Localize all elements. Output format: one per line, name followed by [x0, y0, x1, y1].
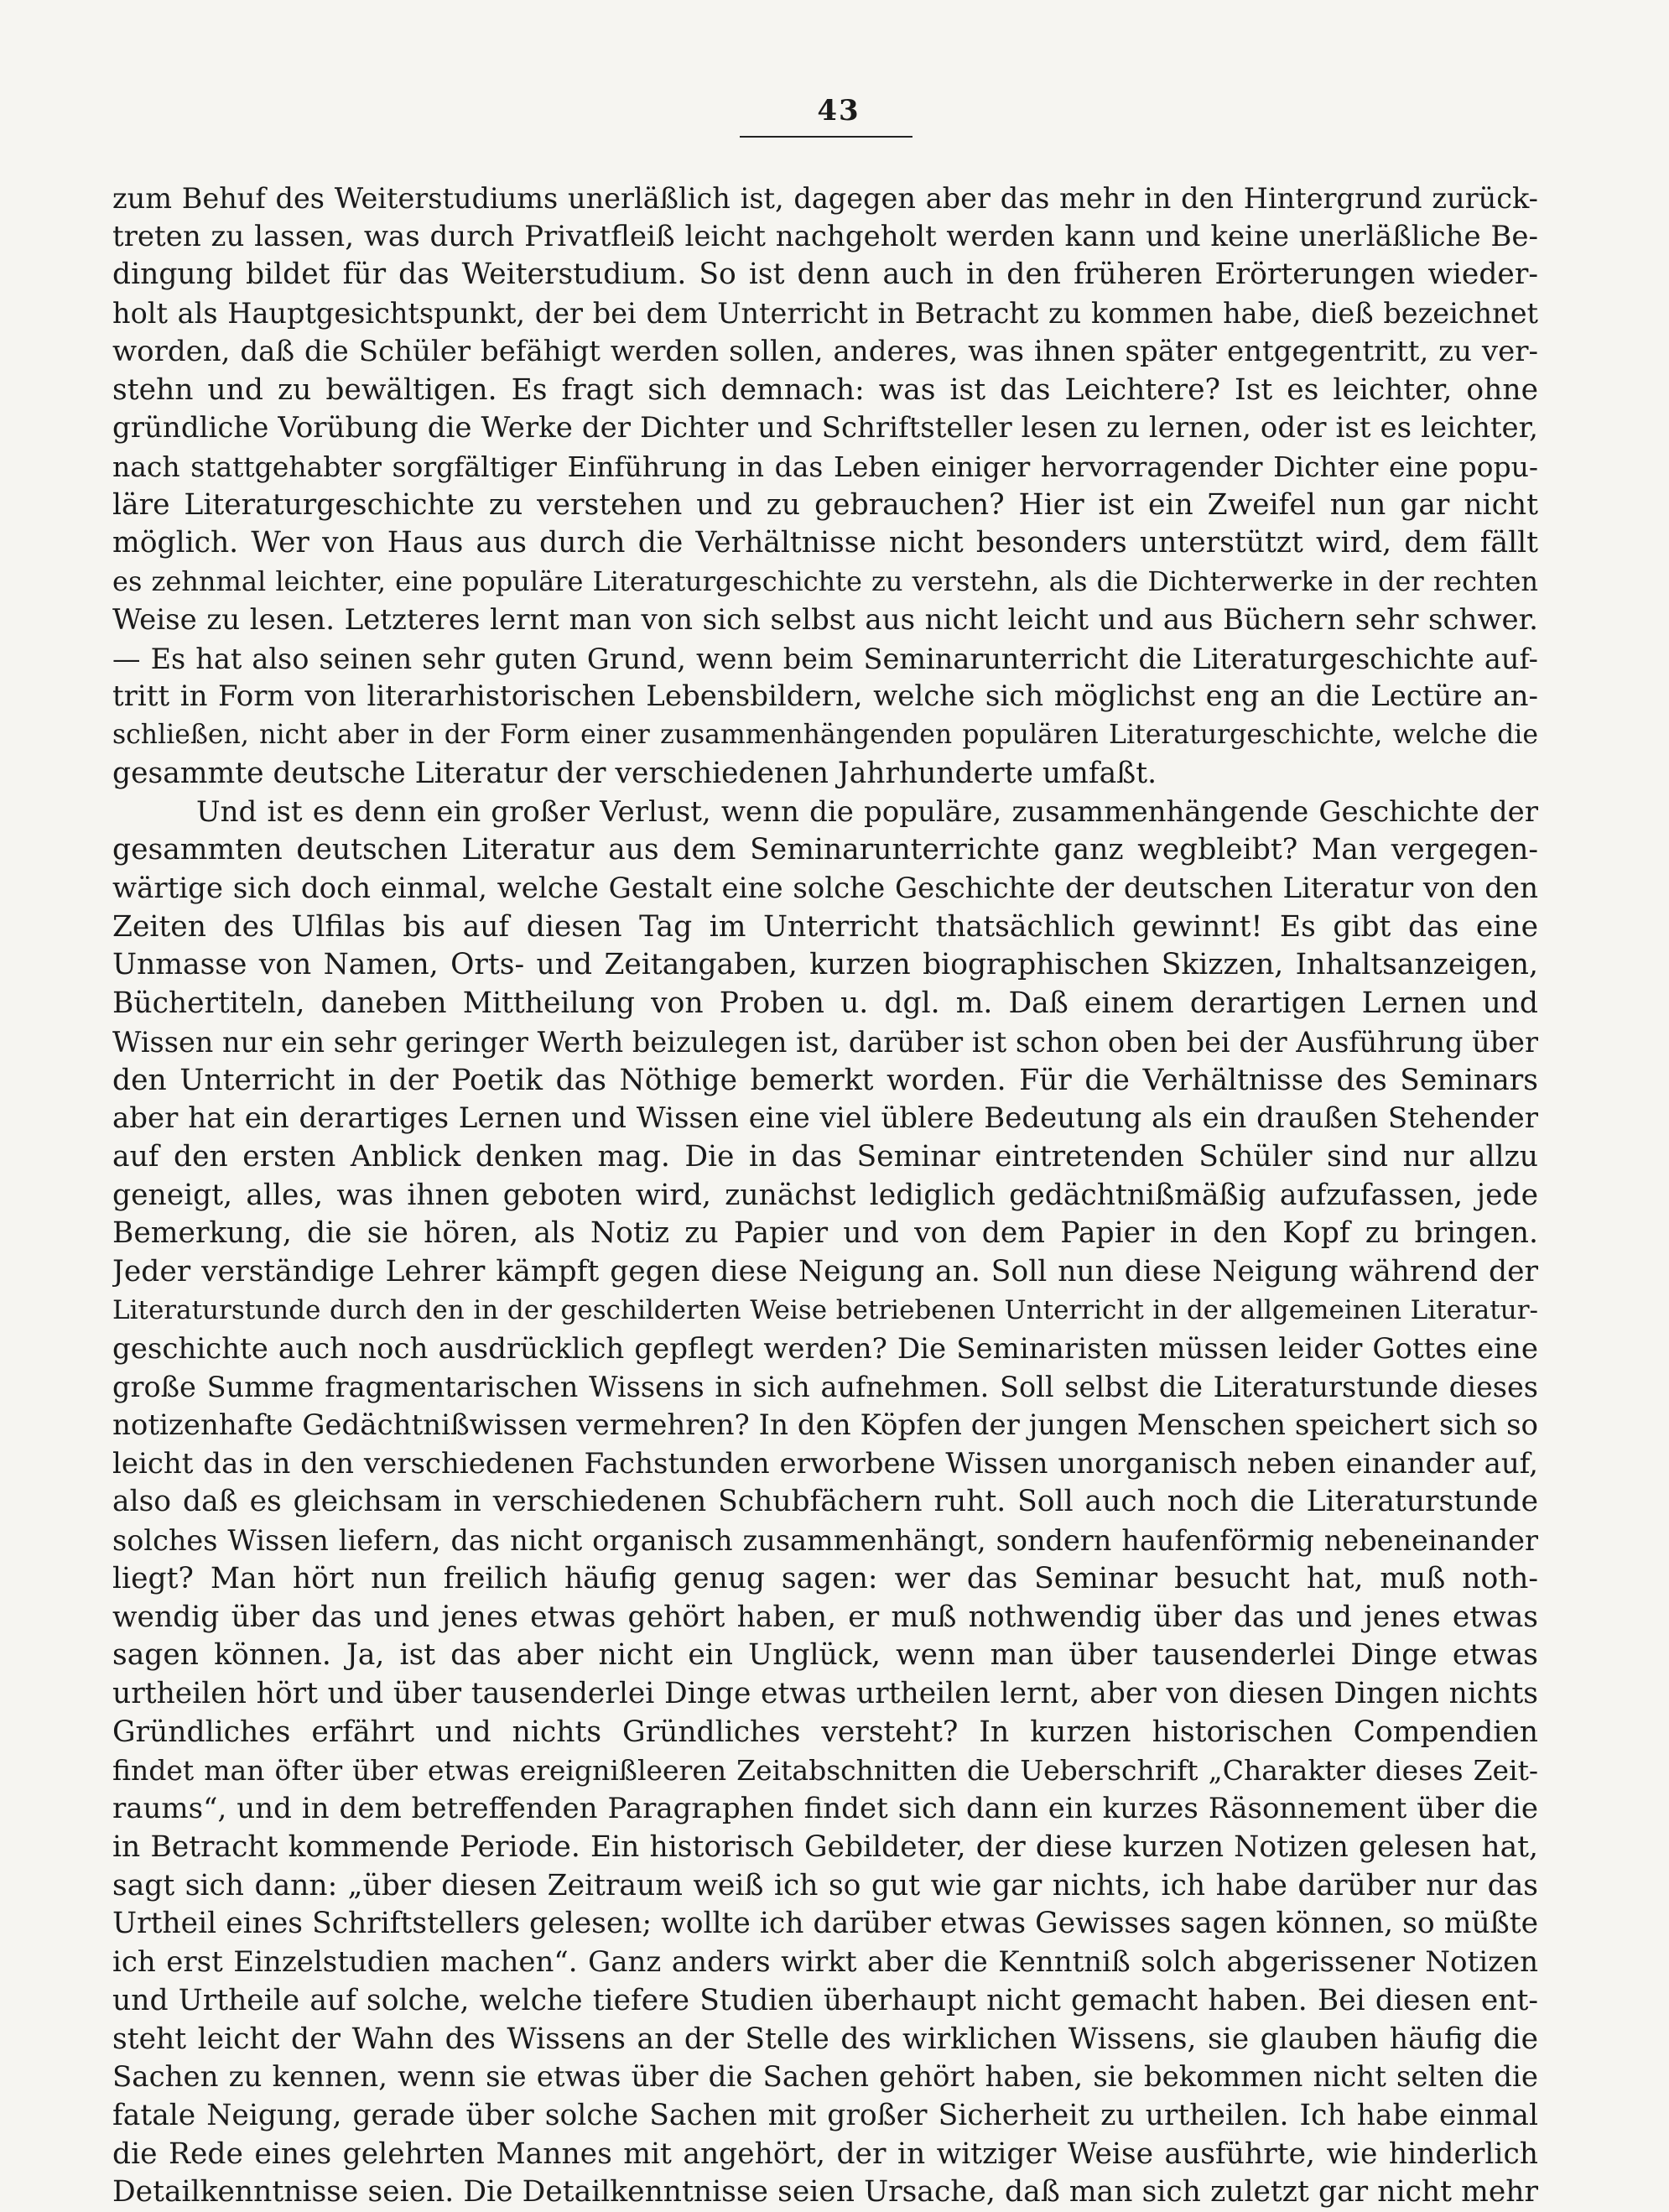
- text-line: wendig über das und jenes etwas gehört haben, er muß nothwendig über das und jenes etwas: [112, 1600, 1538, 1634]
- text-line: den Unterricht in der Poetik das Nöthige bemerkt worden. Für die Verhältnisse des Seminars: [112, 1063, 1538, 1097]
- text-line: gesammte deutsche Literatur der verschiedenen Jahrhunderte umfaßt.: [112, 756, 1157, 790]
- text-line: in Betracht kommende Periode. Ein historisch Gebildeter, der diese kurzen Notizen gelesen hat,: [112, 1829, 1538, 1864]
- text-line: geschichte auch noch ausdrücklich gepflegt werden? Die Seminaristen müssen leider Gottes eine: [112, 1331, 1538, 1366]
- page-header: [0, 94, 1669, 128]
- text-line: Zeiten des Ulfilas bis auf diesen Tag im Unterricht thatsächlich gewinnt! Es gibt das eine: [112, 909, 1538, 944]
- text-line: ich erst Einzelstudien machen“. Ganz anders wirkt aber die Kenntniß solch abgerissener Notizen: [112, 1945, 1538, 1980]
- text-line: gesammten deutschen Literatur aus dem Seminarunterrichte ganz wegbleibt? Man vergegen-: [112, 833, 1538, 867]
- text-line: läre Literaturgeschichte zu verstehen und zu gebrauchen? Hier ist ein Zweifel nun gar nicht: [112, 487, 1538, 522]
- text-line: solches Wissen liefern, das nicht organisch zusammenhängt, sondern haufenförmig nebeneinander: [112, 1524, 1538, 1558]
- text-line: Unmasse von Namen, Orts- und Zeitangaben, kurzen biographischen Skizzen, Inhaltsanzeigen,: [112, 948, 1538, 982]
- text-line: Büchertiteln, daneben Mittheilung von Proben u. dgl. m. Daß einem derartigen Lernen und: [112, 986, 1538, 1021]
- text-line: notizenhafte Gedächtnißwissen vermehren? In den Köpfen der jungen Menschen speichert sich so: [112, 1408, 1538, 1442]
- text-line: Detailkenntnisse seien. Die Detailkenntnisse seien Ursache, daß man sich zuletzt gar nicht mehr: [112, 2175, 1538, 2209]
- text-line: Bemerkung, die sie hören, als Notiz zu Papier und von dem Papier in den Kopf zu bringen.: [112, 1216, 1538, 1251]
- text-line: Und ist es denn ein großer Verlust, wenn die populäre, zusammenhängende Geschichte der: [196, 794, 1538, 829]
- text-line: auf den ersten Anblick denken mag. Die in das Seminar eintretenden Schüler sind nur allzu: [112, 1139, 1538, 1174]
- text-line: Jeder verständige Lehrer kämpft gegen diese Neigung an. Soll nun diese Neigung während der: [112, 1255, 1538, 1289]
- text-line: große Summe fragmentarischen Wissens in sich aufnehmen. Soll selbst die Literaturstunde dieses: [112, 1371, 1538, 1404]
- text-line: holt als Hauptgesichtspunkt, der bei dem Unterricht in Betracht zu kommen habe, dieß bezeichnet: [112, 297, 1538, 330]
- text-line: Literaturstunde durch den in der geschilderten Weise betriebenen Unterricht in der allgemeinen Literatur-: [112, 1294, 1538, 1325]
- text-line: raums“, und in dem betreffenden Paragraphen findet sich dann ein kurzes Räsonnement über die: [112, 1792, 1538, 1826]
- text-line: dingung bildet für das Weiterstudium. So ist denn auch in den früheren Erörterungen wieder-: [112, 258, 1538, 292]
- text-line: Weise zu lesen. Letzteres lernt man von sich selbst aus nicht leicht und aus Büchern sehr schwer.: [112, 602, 1538, 637]
- page-number: 43: [817, 94, 860, 128]
- text-line: liegt? Man hört nun freilich häufig genug sagen: wer das Seminar besucht hat, muß noth-: [112, 1561, 1538, 1595]
- text-line: Gründliches erfährt und nichts Gründliches versteht? In kurzen historischen Compendien: [112, 1715, 1538, 1749]
- text-line: Urtheil eines Schriftstellers gelesen; wollte ich darüber etwas Gewisses sagen können, so müßte: [112, 1907, 1538, 1941]
- text-line: und Urtheile auf solche, welche tiefere Studien überhaupt nicht gemacht haben. Bei diesen ent-: [112, 1983, 1538, 2017]
- text-line: steht leicht der Wahn des Wissens an der Stelle des wirklichen Wissens, sie glauben häufig die: [112, 2022, 1538, 2056]
- text-line: Wissen nur ein sehr geringer Werth beizulegen ist, darüber ist schon oben bei der Ausführung über: [112, 1025, 1538, 1059]
- text-line: aber hat ein derartiges Lernen und Wissen eine viel üblere Bedeutung als ein draußen Stehender: [112, 1101, 1538, 1136]
- text-line: nach stattgehabter sorgfältiger Einführung in das Leben einiger hervorragender Dichter eine popu-: [112, 450, 1538, 484]
- text-line: tritt in Form von literarhistorischen Lebensbildern, welche sich möglichst eng an die Lectüre an-: [112, 679, 1538, 714]
- body-text: [112, 180, 1538, 2212]
- text-line: urtheilen hört und über tausenderlei Dinge etwas urtheilen lernt, aber von diesen Dingen nichts: [112, 1677, 1538, 1711]
- text-line: möglich. Wer von Haus aus durch die Verhältnisse nicht besonders unterstützt wird, dem fällt: [112, 526, 1538, 560]
- text-line: geneigt, alles, was ihnen geboten wird, zunächst lediglich gedächtnißmäßig aufzufassen, jede: [112, 1178, 1538, 1212]
- text-line: treten zu lassen, was durch Privatfleiß leicht nachgeholt werden kann und keine unerläßliche Be-: [112, 219, 1538, 253]
- header-rule: [740, 136, 912, 138]
- text-line: also daß es gleichsam in verschiedenen Schubfächern ruht. Soll auch noch die Literaturstunde: [112, 1485, 1538, 1519]
- text-line: stehn und zu bewältigen. Es fragt sich demnach: was ist das Leichtere? Ist es leichter, ohne: [112, 372, 1538, 407]
- text-line: worden, daß die Schüler befähigt werden sollen, anderes, was ihnen später entgegentritt, zu ver-: [112, 334, 1538, 368]
- text-line: zum Behuf des Weiterstudiums unerläßlich ist, dagegen aber das mehr in den Hintergrund zurück-: [112, 182, 1538, 215]
- text-line: Sachen zu kennen, wenn sie etwas über die Sachen gehört haben, sie bekommen nicht selten die: [112, 2060, 1538, 2095]
- text-line: — Es hat also seinen sehr guten Grund, wenn beim Seminarunterricht die Literaturgeschichte auf-: [112, 642, 1538, 675]
- text-line: sagen können. Ja, ist das aber nicht ein Unglück, wenn man über tausenderlei Dinge etwas: [112, 1638, 1538, 1673]
- text-line: gründliche Vorübung die Werke der Dichter und Schriftsteller lesen zu lernen, oder ist es leichter,: [112, 411, 1538, 445]
- text-line: wärtige sich doch einmal, welche Gestalt eine solche Geschichte der deutschen Literatur von den: [112, 871, 1538, 905]
- text-line: die Rede eines gelehrten Mannes mit angehört, der in witziger Weise ausführte, wie hinderlich: [112, 2137, 1538, 2171]
- text-line: findet man öfter über etwas ereignißleeren Zeitabschnitten die Ueberschrift „Charakter dieses Zeit-: [112, 1754, 1538, 1788]
- text-line: schließen, nicht aber in der Form einer zusammenhängenden populären Literaturgeschichte, welche die: [112, 720, 1538, 751]
- text-line: fatale Neigung, gerade über solche Sachen mit großer Sicherheit zu urtheilen. Ich habe einmal: [112, 2098, 1538, 2132]
- text-line: es zehnmal leichter, eine populäre Literaturgeschichte zu verstehn, als die Dichterwerke in der rechten: [112, 565, 1538, 598]
- text-line: sagt sich dann: „über diesen Zeitraum weiß ich so gut wie gar nichts, ich habe darüber nur das: [112, 1868, 1538, 1902]
- text-line: leicht das in den verschiedenen Fachstunden erworbene Wissen unorganisch neben einander auf,: [112, 1446, 1538, 1481]
